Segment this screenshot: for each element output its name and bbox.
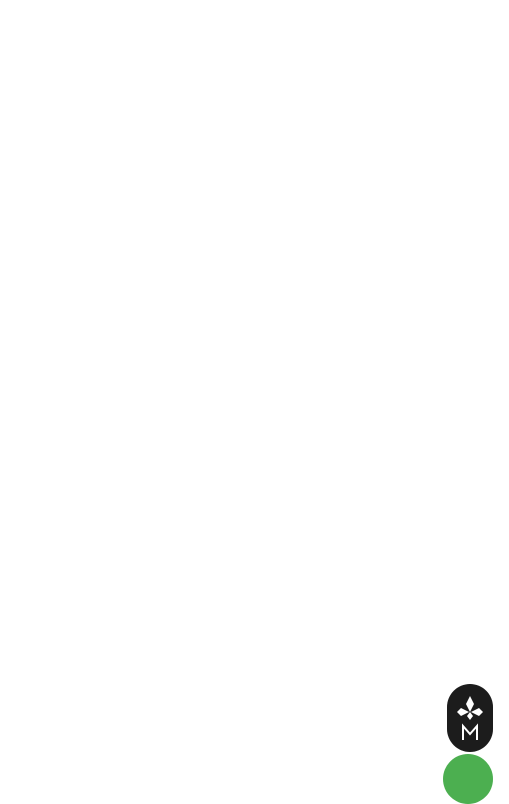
brand-badge-button[interactable] xyxy=(447,684,493,752)
chat-button[interactable] xyxy=(443,754,493,804)
brand-logo-icon xyxy=(455,694,485,742)
